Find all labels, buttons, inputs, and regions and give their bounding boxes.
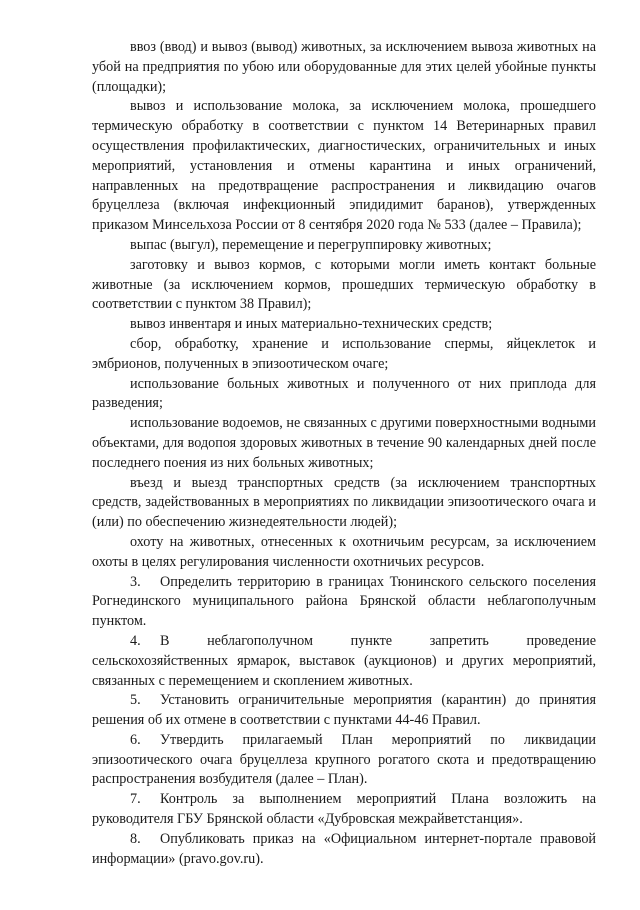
clause-4 bbox=[92, 632, 596, 691]
clause-number: 7. bbox=[130, 791, 141, 808]
clause-6 bbox=[92, 731, 596, 790]
clause-text: В неблагополучном пункте запретить проведение сельскохозяйственных ярмарок, выставок (аукционов) и других мероприятий, связанных с перемещением и скоплением животных. bbox=[92, 632, 596, 689]
clause-7 bbox=[92, 790, 596, 830]
restriction-item-water: использование водоемов, не связанных с другими поверхностными водными объектами, для водопоя здоровых животных в течение 90 календарных дней после последнего поения из них больных животных; bbox=[92, 415, 596, 471]
clause-text: Утвердить прилагаемый План мероприятий по ликвидации эпизоотического очага бруцеллеза крупного рогатого скота и предотвращению распространения возбудителя (далее – План). bbox=[92, 731, 596, 788]
restriction-item-feed: заготовку и вывоз кормов, с которыми могли иметь контакт больные животные (за исключением кормов, прошедших термическую обработку в соответствии с пунктом 38 Правил); bbox=[92, 256, 596, 313]
clause-number: 8. bbox=[130, 830, 141, 847]
clause-text: Установить ограничительные мероприятия (карантин) до принятия решения об их отмене в соответствии с пунктами 44-46 Правил. bbox=[92, 692, 596, 729]
clause-number: 4. bbox=[130, 632, 141, 649]
clause-8 bbox=[92, 830, 596, 870]
clause-number: 5. bbox=[130, 692, 141, 709]
clause-number: 3. bbox=[130, 573, 141, 590]
restriction-item-milk: вывоз и использование молока, за исключением молока, прошедшего термическую обработку в соответствии с пунктом 14 Ветеринарных правил осуществления профилактических, диагностических, ограничительных и иных мероприятий, установления и отмены карантина и иных ограничений, направленных на предотвращение распространения и ликвидацию очагов бруцеллеза (включая инфекционный эпидидимит баранов), утвержденных приказом Минсельхоза России от 8 сентября 2020 года № 533 (далее – Правила); bbox=[92, 98, 596, 234]
clause-text: Определить территорию в границах Тюнинского сельского поселения Рогнединского муниципального района Брянской области неблагополучным пунктом. bbox=[92, 573, 596, 630]
clause-text: Контроль за выполнением мероприятий Плана возложить на руководителя ГБУ Брянской области «Дубровская межрайветстанция». bbox=[92, 791, 596, 828]
clause-3 bbox=[92, 573, 596, 632]
restriction-item-inventory: вывоз инвентаря и иных материально-технических средств; bbox=[130, 316, 493, 333]
clause-text: Опубликовать приказ на «Официальном интернет-портале правовой информации» (pravo.gov.ru). bbox=[92, 830, 596, 867]
restriction-item-vehicles: въезд и выезд транспортных средств (за исключением транспортных средств, задействованных в мероприятиях по ликвидации эпизоотического очага и (или) по обеспечению жизнедеятельности людей); bbox=[92, 474, 596, 531]
clause-number: 6. bbox=[130, 731, 141, 748]
restriction-item-sperm: сбор, обработку, хранение и использование спермы, яйцеклеток и эмбрионов, полученных в эпизоотическом очаге; bbox=[92, 335, 596, 372]
restriction-item-grazing: выпас (выгул), перемещение и перегруппировку животных; bbox=[130, 236, 492, 253]
restriction-item-breeding: использование больных животных и полученного от них приплода для разведения; bbox=[92, 375, 596, 412]
restriction-item-hunting: охоту на животных, отнесенных к охотничьим ресурсам, за исключением охоты в целях регулирования численности охотничьих ресурсов. bbox=[92, 533, 596, 570]
restriction-item-import-export: ввоз (ввод) и вывоз (вывод) животных, за исключением вывоза животных на убой на предприятия по убою или оборудованные для этих целей убойные пункты (площадки); bbox=[92, 39, 596, 95]
clause-5 bbox=[92, 691, 596, 731]
